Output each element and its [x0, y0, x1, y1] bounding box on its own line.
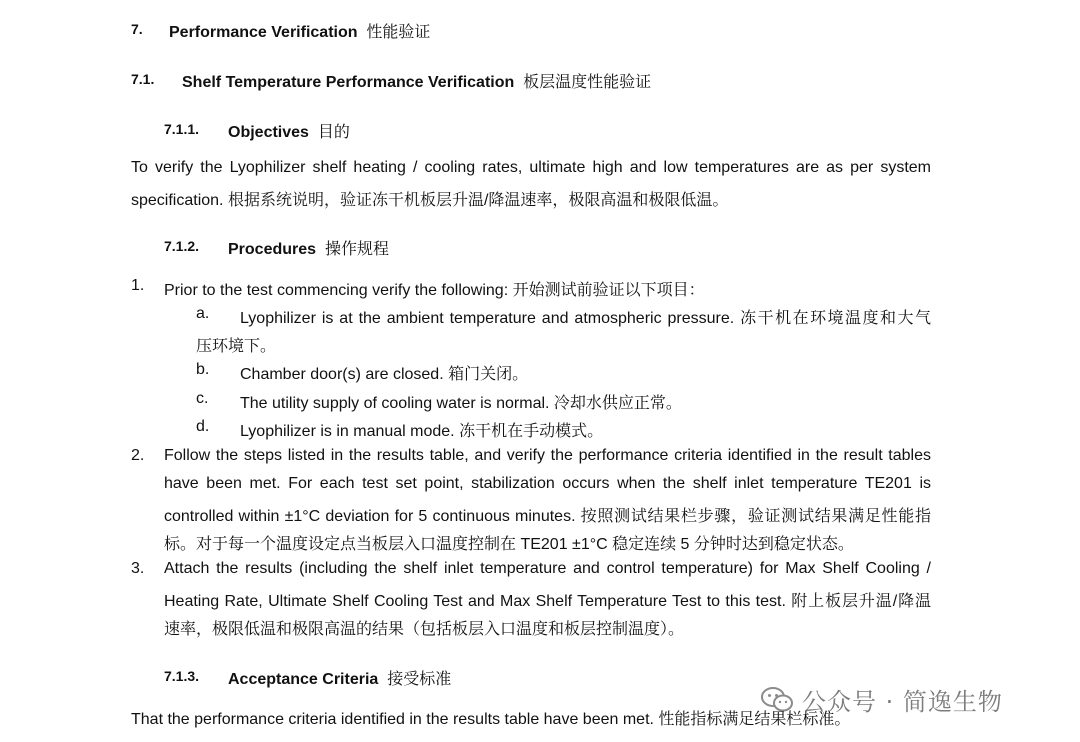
section-7-title-cn: 性能验证	[366, 24, 431, 41]
acceptance-paragraph: That the performance criteria identified in the results table have been met. 性能指标满足结果栏标准。	[131, 711, 851, 728]
step-2-number: 2.	[131, 447, 145, 464]
section-7-1-3-title-cn: 接受标准	[387, 671, 452, 688]
substep-c-text: The utility supply of cooling water is normal. 冷却水供应正常。	[240, 395, 682, 412]
step-3-line-2-wrap	[164, 588, 931, 611]
objective-line-1: To verify the Lyophilizer shelf heating / cooling rates, ultimate high and low temperatures are as per system	[131, 159, 931, 176]
substep-d-letter: d.	[196, 418, 210, 435]
section-7-1-title-cn: 板层温度性能验证	[523, 74, 652, 91]
objective-line-2: specification. 根据系统说明，验证冻干机板层升温/降温速率，极限高温和极限低温。	[131, 192, 729, 209]
substep-a-line-2: 压环境下。	[196, 338, 277, 355]
substep-a-line-1: Lyophilizer is at the ambient temperature and atmospheric pressure. 冻干机在环境温度和大气	[240, 310, 931, 327]
section-7-1-2-number: 7.1.2.	[164, 238, 200, 254]
substep-d-text: Lyophilizer is in manual mode. 冻干机在手动模式。	[240, 423, 604, 440]
step-3-line-1: Attach the results (including the shelf inlet temperature and control temperature) for Max Shelf Cooling /	[164, 560, 931, 577]
section-7-1-2-title-en: Procedures	[228, 241, 317, 258]
section-7-1-title-en: Shelf Temperature Performance Verification	[182, 74, 515, 91]
step-2-line-4: 标。对于每一个温度设定点当板层入口温度控制在 TE201 ±1°C 稳定连续 5 分钟时达到稳定状态。	[164, 536, 854, 553]
substep-c-letter: c.	[196, 390, 209, 407]
section-7-1-1-number: 7.1.1.	[164, 121, 200, 137]
watermark	[760, 682, 1003, 717]
section-7-1-1-title-cn: 目的	[317, 124, 350, 141]
substep-b-text: Chamber door(s) are closed. 箱门关闭。	[240, 366, 529, 383]
step-2-line-2-wrap	[164, 475, 931, 493]
step-3-line-3: 速率，极限低温和极限高温的结果（包括板层入口温度和板层控制温度）。	[164, 621, 685, 638]
step-3-line-2: Heating Rate, Ultimate Shelf Cooling Test and Max Shelf Temperature Test to this test. 附上板层升温/降温	[164, 593, 931, 610]
section-7-1-3-number: 7.1.3.	[164, 668, 200, 684]
section-7-1-2-title-cn: 操作规程	[324, 241, 389, 258]
section-7-title	[169, 19, 430, 42]
step-2-line-3: controlled within ±1°C deviation for 5 continuous minutes. 按照测试结果栏步骤，验证测试结果满足性能指	[164, 508, 931, 525]
step-3-line-1-wrap	[164, 560, 931, 578]
step-2-line-1-wrap	[164, 447, 931, 465]
section-7-1-3-title-en: Acceptance Criteria	[228, 671, 379, 688]
step-2-line-2: have been met. For each test set point, stabilization occurs when the shelf inlet temperature TE201 is	[164, 475, 931, 492]
step-1-number: 1.	[131, 277, 145, 294]
objective-paragraph	[131, 159, 931, 177]
step-2-line-1: Follow the steps listed in the results table, and verify the performance criteria identified in the result tables	[164, 447, 931, 464]
section-7-1-3-title	[228, 666, 451, 689]
step-2-line-3-wrap	[164, 503, 931, 526]
section-7-1-title	[182, 69, 651, 92]
watermark-text: 公众号 · 简逸生物	[802, 688, 1003, 716]
substep-a-letter: a.	[196, 305, 210, 322]
substep-b-letter: b.	[196, 361, 210, 378]
step-3-number: 3.	[131, 560, 145, 577]
section-7-number: 7.	[131, 21, 143, 37]
substep-a-line-1-wrap	[240, 305, 931, 328]
section-7-1-number: 7.1.	[131, 71, 155, 87]
wechat-icon	[760, 686, 794, 714]
section-7-1-1-title-en: Objectives	[228, 124, 309, 141]
section-7-title-en: Performance Verification	[169, 24, 358, 41]
section-7-1-2-title	[228, 236, 389, 259]
step-1-text: Prior to the test commencing verify the following: 开始测试前验证以下项目：	[164, 282, 705, 299]
section-7-1-1-title	[228, 119, 350, 142]
